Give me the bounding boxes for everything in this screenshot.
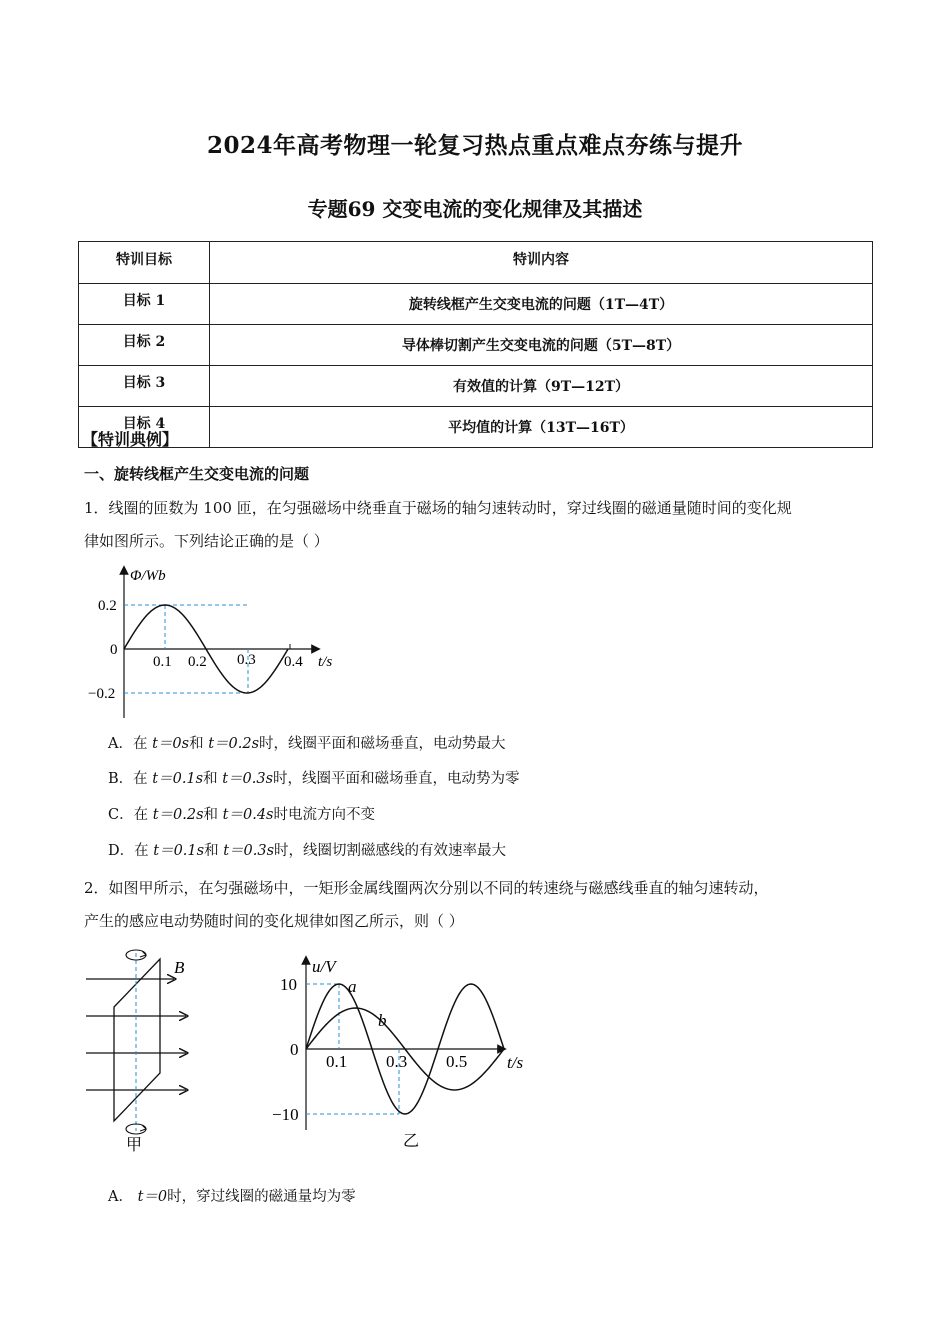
q1-y-label: Φ/Wb <box>130 568 166 584</box>
fig-yi-emf-graph <box>270 950 540 1155</box>
yi-x-label: t/s <box>507 1053 524 1072</box>
q2-line2: 产生的感应电动势随时间的变化规律如图乙所示，则（ ） <box>84 912 464 930</box>
section-one-heading: 一、旋转线框产生交变电流的问题 <box>84 465 310 483</box>
goal-cell: 目标 1 <box>79 284 210 325</box>
content-cell: 旋转线框产生交变电流的问题（1T—4T） <box>210 284 873 325</box>
q1-stem <box>84 492 874 558</box>
q1-option-a: A．在 t＝0s和 t＝0.2s时，线圈平面和磁场垂直，电动势最大 <box>108 736 506 752</box>
q1-x-tick: 0.4 <box>284 654 303 670</box>
q2-stem <box>84 872 874 938</box>
caption-yi: 乙 <box>403 1133 420 1150</box>
yi-x-tick: 0.5 <box>446 1052 468 1071</box>
q1-option-b: B．在 t＝0.1s和 t＝0.3s时，线圈平面和磁场垂直，电动势为零 <box>108 771 520 787</box>
coil-frame <box>114 959 160 1121</box>
content-cell: 有效值的计算（9T—12T） <box>210 366 873 407</box>
q1-option-c: C．在 t＝0.2s和 t＝0.4s时电流方向不变 <box>108 807 375 823</box>
q2-option-a: A． t＝0时，穿过线圈的磁通量均为零 <box>108 1189 356 1205</box>
q1-line1: 1．线圈的匝数为 100 匝，在匀强磁场中绕垂直于磁场的轴匀速转动时，穿过线圈的磁通量随时间的变化规 <box>84 499 792 517</box>
yi-y-tick: 0 <box>290 1040 299 1059</box>
yi-x-tick: 0.3 <box>386 1052 408 1071</box>
q1-x-tick: 0.1 <box>153 654 172 670</box>
fig-jia-coil <box>82 945 202 1155</box>
yi-y-label: u/V <box>312 957 336 976</box>
q1-y-tick: −0.2 <box>88 686 116 702</box>
content-cell: 平均值的计算（13T—16T） <box>210 407 873 448</box>
table-row <box>79 366 873 407</box>
yi-x-tick: 0.1 <box>326 1052 348 1071</box>
q2-line1: 2．如图甲所示，在匀强磁场中，一矩形金属线圈两次分别以不同的转速绕与磁感线垂直的轴匀速转动， <box>84 879 769 897</box>
caption-jia: 甲 <box>126 1137 143 1154</box>
q1-flux-graph <box>80 560 350 725</box>
table-row <box>79 407 873 448</box>
curve-b-label: b <box>378 1011 387 1030</box>
header-goal: 特训目标 <box>79 242 210 284</box>
sub-title: 专题69 交变电流的变化规律及其描述 <box>307 197 643 221</box>
section-label: 【特训典例】 <box>82 430 179 449</box>
content-cell: 导体棒切割产生交变电流的问题（5T—8T） <box>210 325 873 366</box>
b-label: B <box>174 958 185 977</box>
header-content: 特训内容 <box>210 242 873 284</box>
q1-option-d: D．在 t＝0.1s和 t＝0.3s时，线圈切割磁感线的有效速率最大 <box>108 843 507 859</box>
targets-table <box>78 241 873 448</box>
q1-x-tick: 0.3 <box>237 652 256 668</box>
goal-cell: 目标 4 <box>79 407 210 448</box>
table-row <box>79 325 873 366</box>
yi-y-tick: −10 <box>272 1105 299 1124</box>
q1-y-tick: 0.2 <box>98 598 117 614</box>
q1-x-tick: 0.2 <box>188 654 207 670</box>
table-header-row <box>79 242 873 284</box>
curve-a-label: a <box>348 977 357 996</box>
main-title: 2024年高考物理一轮复习热点重点难点夯练与提升 <box>206 132 743 159</box>
goal-cell: 目标 3 <box>79 366 210 407</box>
q1-y-tick: 0 <box>110 642 118 658</box>
goal-cell: 目标 2 <box>79 325 210 366</box>
q1-x-label: t/s <box>318 654 333 670</box>
table-row <box>79 284 873 325</box>
q1-line2: 律如图所示。下列结论正确的是（ ） <box>84 532 329 550</box>
yi-y-tick: 10 <box>280 975 297 994</box>
